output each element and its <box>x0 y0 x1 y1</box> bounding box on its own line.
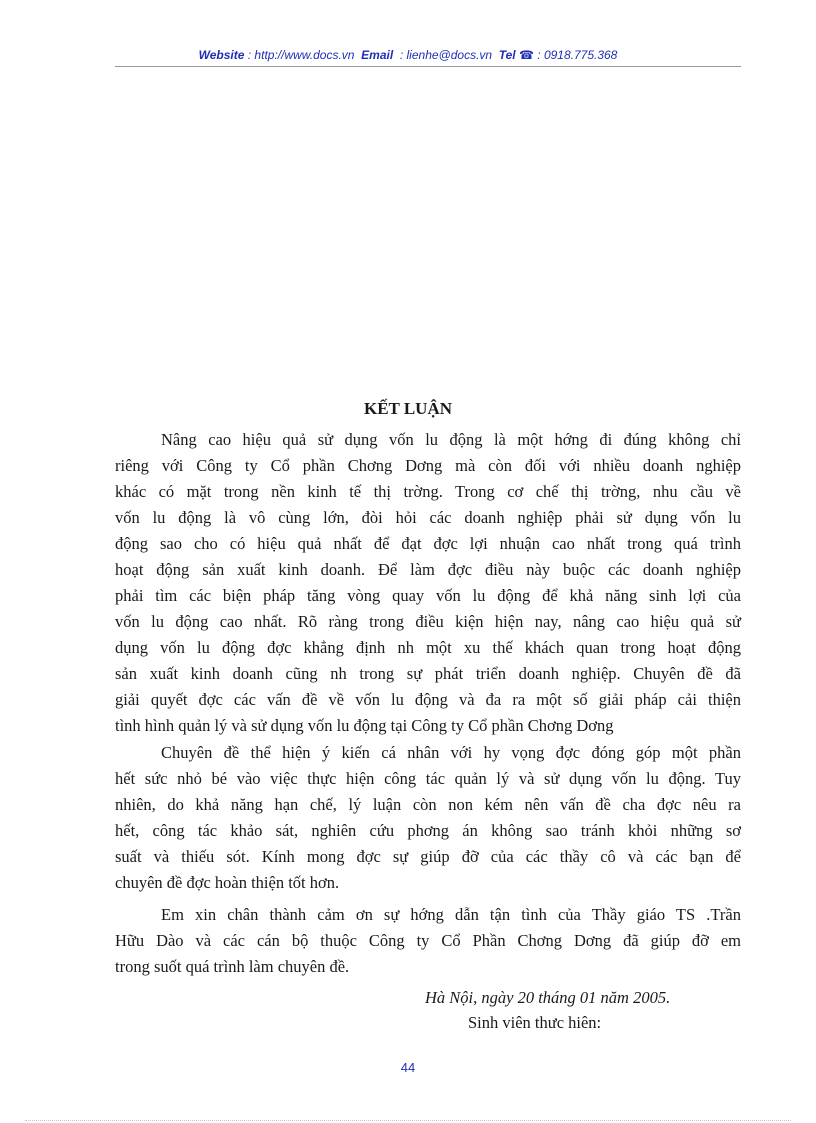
email-label: Email <box>361 48 394 62</box>
paragraph-line: hết, công tác khảo sát, nghiên cứu phơng án không sao tránh khỏi những sơ <box>115 821 741 840</box>
page-number: 44 <box>400 1060 416 1075</box>
email-link[interactable]: : lienhe@docs.vn <box>399 48 493 62</box>
paragraph-line: sản xuất kinh doanh cũng nh trong sự phát triển doanh nghiệp. Chuyên đề đã <box>115 664 741 683</box>
page-title: KẾT LUẬN <box>363 399 452 418</box>
paragraph-line: suất và thiếu sót. Kính mong đợc sự giúp đỡ của các thầy cô và các bạn để <box>115 847 741 866</box>
paragraph-line: vốn lu động cao nhất. Rõ ràng trong điều kiện hiện nay, nâng cao hiệu quả sử <box>115 612 741 631</box>
paragraph-line: nhiên, do khả năng hạn chế, lý luận còn non kém nên vấn đề cha đợc nêu ra <box>115 795 741 814</box>
website-link[interactable]: : http://www.docs.vn <box>247 48 355 62</box>
paragraph-line: giải quyết đợc các vấn đề về vốn lu động và đa ra một số giải pháp cải thiện <box>115 690 741 709</box>
paragraph-line: Chuyên đề thể hiện ý kiến cá nhân với hy vọng đợc đóng góp một phần <box>161 743 741 762</box>
signature-author-label: Sinh viên thưc hiên: <box>468 1013 602 1032</box>
signature-date: Hà Nội, ngày 20 tháng 01 năm 2005. <box>425 988 671 1007</box>
paragraph-line: trong suốt quá trình làm chuyên đề. <box>115 957 350 976</box>
paragraph-line: hoạt động sản xuất kinh doanh. Để làm đợc điều này buộc các doanh nghiệp <box>115 560 741 579</box>
paragraph-line: Hữu Dào và các cán bộ thuộc Công ty Cổ Phần Chơng Dơng đã giúp đỡ em <box>115 931 741 950</box>
paragraph-line: hết sức nhỏ bé vào việc thực hiện công tác quản lý và sử dụng vốn lu động. Tuy <box>115 769 741 788</box>
paragraph-line: dụng vốn lu động đợc khẳng định nh một xu thế khách quan trong hoạt động <box>115 638 741 657</box>
paragraph-line: chuyên đề đợc hoàn thiện tốt hơn. <box>115 873 340 892</box>
paragraph-line: riêng với Công ty Cổ phần Chơng Dơng mà còn đối với nhiều doanh nghiệp <box>115 456 741 475</box>
paragraph-line: vốn lu động là vô cùng lớn, đòi hỏi các doanh nghiệp phải sử dụng vốn lu <box>115 508 741 527</box>
paragraph-line: Nâng cao hiệu quả sử dụng vốn lu động là một hớng đi đúng không chỉ <box>161 430 741 449</box>
header-divider <box>115 66 741 67</box>
paragraph-line: phải tìm các biện pháp tăng vòng quay vốn lu động để khả năng sinh lợi của <box>115 586 741 605</box>
page-header <box>0 48 816 62</box>
tel-label: Tel <box>498 48 516 62</box>
paragraph-line: động sao cho có hiệu quả nhất để đạt đợc lợi nhuận cao nhất trong quá trình <box>115 534 741 553</box>
page-bottom-border <box>25 1120 791 1121</box>
tel-value: ☎ : 0918.775.368 <box>519 48 618 62</box>
website-label: Website <box>198 48 245 62</box>
paragraph-line: tình hình quản lý và sử dụng vốn lu động tại Công ty Cổ phần Chơng Dơng <box>115 716 614 735</box>
paragraph-line: khác có mặt trong nền kinh tế thị trờng. Trong cơ chế thị trờng, nhu cầu về <box>115 482 741 501</box>
paragraph-line: Em xin chân thành cảm ơn sự hớng dẫn tận tình của Thầy giáo TS .Trần <box>161 905 741 924</box>
